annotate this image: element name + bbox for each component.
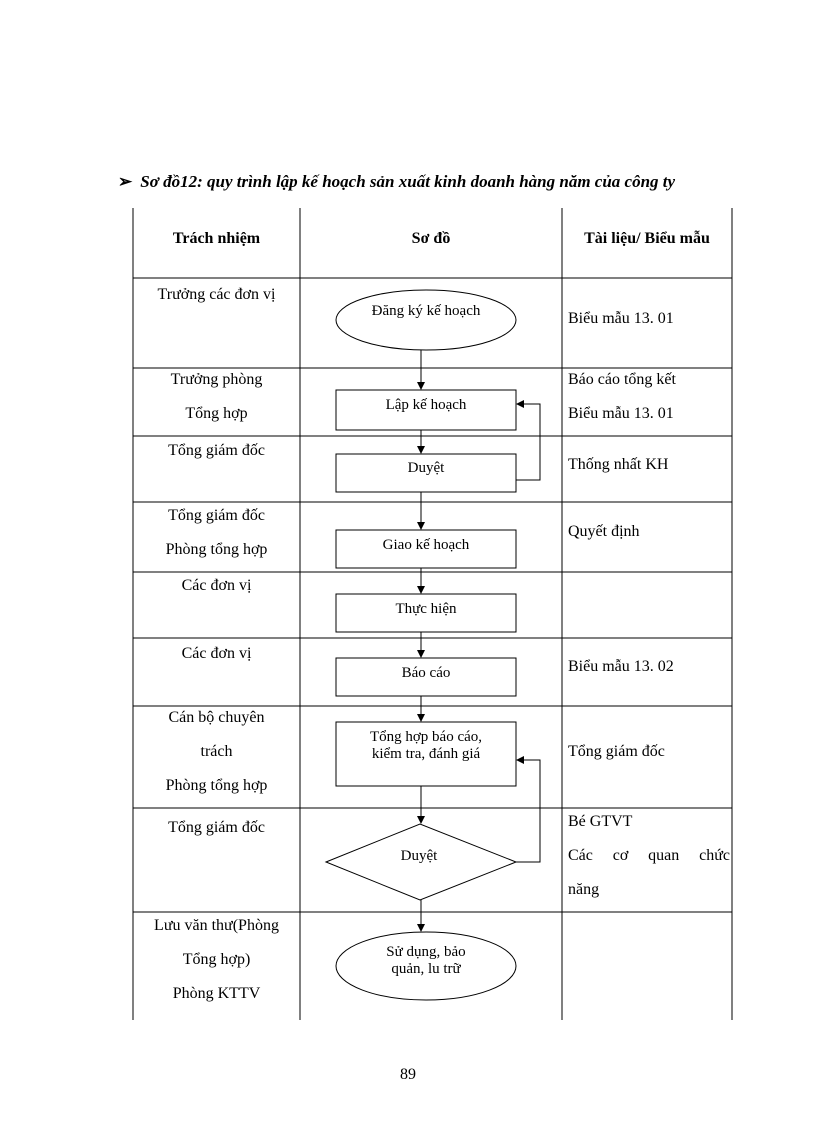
page-number: 89 xyxy=(400,1066,416,1083)
doc-row-2: Báo cáo tổng kết Biểu mẫu 13. 01 xyxy=(568,371,676,422)
resp-row-8: Tổng giám đốc xyxy=(168,819,265,836)
header-diagram: Sơ đồ xyxy=(411,230,451,247)
final-approve-label: Duyệt xyxy=(400,848,438,864)
resp-row-7: Cán bộ chuyên trách Phòng tổng hợp xyxy=(165,709,268,794)
resp-row-9: Lưu văn thư(Phòng Tổng hợp) Phòng KTTV xyxy=(154,917,279,1002)
resp-row-4: Tổng giám đốc Phòng tổng hợp xyxy=(165,507,268,558)
header-responsibility: Trách nhiệm xyxy=(172,230,261,247)
header-documents: Tài liệu/ Biểu mẫu xyxy=(584,230,710,247)
resp-row-2: Trưởng phòng Tổng hợp xyxy=(170,371,263,422)
report-label: Báo cáo xyxy=(401,665,451,681)
doc-row-8: Bé GTVT Các cơ quan chức năng xyxy=(568,813,730,898)
feedback-loop-final xyxy=(516,760,540,862)
doc-row-1: Biểu mẫu 13. 01 xyxy=(568,310,674,327)
execute-label: Thực hiện xyxy=(395,601,457,617)
approve-label: Duyệt xyxy=(407,460,445,476)
summarize-label: Tổng hợp báo cáo, kiểm tra, đánh giá xyxy=(369,729,483,762)
diagram-title-text: Sơ đồ12: quy trình lập kế hoạch sản xuất kinh doanh hàng năm của công ty xyxy=(140,172,676,191)
resp-row-1: Trưởng các đơn vị xyxy=(157,286,276,303)
feedback-loop-approve xyxy=(516,404,540,480)
doc-row-4: Quyết định xyxy=(568,523,640,540)
use-store-label: Sử dụng, bảo quản, lu trữ xyxy=(386,944,466,977)
doc-row-3: Thống nhất KH xyxy=(568,456,669,473)
resp-row-3: Tổng giám đốc xyxy=(168,442,265,459)
start-ellipse xyxy=(336,290,516,350)
register-plan-label: Đăng ký kế hoạch xyxy=(371,303,481,319)
doc-row-6: Biểu mẫu 13. 02 xyxy=(568,658,674,675)
arrow-bullet-icon: ➢ xyxy=(118,172,133,191)
doc-row-7: Tổng giám đốc xyxy=(568,743,665,760)
resp-row-6: Các đơn vị xyxy=(181,645,252,662)
make-plan-label: Lập kế hoạch xyxy=(385,397,467,413)
assign-plan-label: Giao kế hoạch xyxy=(382,537,470,553)
resp-row-5: Các đơn vị xyxy=(181,577,252,594)
